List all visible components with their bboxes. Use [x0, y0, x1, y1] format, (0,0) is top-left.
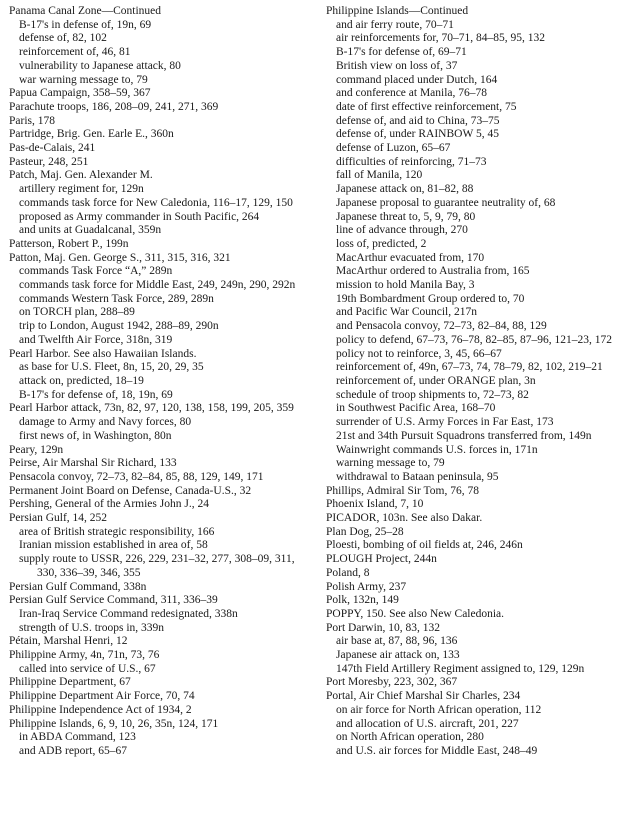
index-subentry: and allocation of U.S. aircraft, 201, 227: [336, 717, 519, 730]
index-column-right: [326, 5, 632, 830]
index-subentry: strength of U.S. troops in, 339n: [19, 621, 165, 634]
index-subentry: supply route to USSR, 226, 229, 231–32, 277, 308–09, 311, 330, 336–39, 346, 355: [19, 553, 295, 579]
index-subentry: on TORCH plan, 288–89: [19, 306, 135, 319]
index-subentry: on North African operation, 280: [336, 731, 484, 744]
index-subentry: and conference at Manila, 76–78: [336, 87, 488, 100]
index-entry: Peirse, Air Marshal Sir Richard, 133: [9, 457, 177, 470]
index-subentry: proposed as Army commander in South Pacific, 264: [19, 210, 260, 223]
index-subentry: first news of, in Washington, 80n: [19, 429, 172, 442]
index-entry: Philippine Independence Act of 1934, 2: [9, 703, 192, 716]
index-subentry: and Pensacola convoy, 72–73, 82–84, 88, 129: [336, 320, 547, 333]
index-entry: Port Darwin, 10, 83, 132: [326, 621, 441, 634]
index-entry: Persian Gulf, 14, 252: [9, 512, 108, 525]
index-subentry: and Pacific War Council, 217n: [336, 306, 477, 319]
index-entry: Patch, Maj. Gen. Alexander M.: [9, 169, 153, 182]
index-entry: Polk, 132n, 149: [326, 594, 399, 607]
index-entry: Poland, 8: [326, 566, 370, 579]
index-entry: Persian Gulf Command, 338n: [9, 580, 147, 593]
index-subentry: loss of, predicted, 2: [336, 237, 427, 250]
index-entry: Permanent Joint Board on Defense, Canada-U.S., 32: [9, 484, 252, 497]
index-entry: Peary, 129n: [9, 443, 64, 456]
index-subentry: command placed under Dutch, 164: [336, 73, 498, 86]
index-entry: Plan Dog, 25–28: [326, 525, 404, 538]
index-subentry: artillery regiment for, 129n: [19, 183, 144, 196]
index-entry: Port Moresby, 223, 302, 367: [326, 676, 458, 689]
index-entry: Philippine Department, 67: [9, 676, 131, 689]
index-entry: Pensacola convoy, 72–73, 82–84, 85, 88, 129, 149, 171: [9, 470, 264, 483]
index-entry: Portal, Air Chief Marshal Sir Charles, 234: [326, 690, 521, 703]
index-subentry: reinforcement of, under ORANGE plan, 3n: [336, 374, 536, 387]
index-entry: Pasteur, 248, 251: [9, 155, 89, 168]
index-subentry: air base at, 87, 88, 96, 136: [336, 635, 458, 648]
index-subentry: 19th Bombardment Group ordered to, 70: [336, 292, 525, 305]
index-entry: Philippine Army, 4n, 71n, 73, 76: [9, 649, 160, 662]
index-subentry: commands task force for New Caledonia, 116–17, 129, 150: [19, 196, 293, 209]
index-subentry: commands Western Task Force, 289, 289n: [19, 292, 214, 305]
index-subentry: defense of, 82, 102: [19, 32, 107, 45]
index-subentry: and air ferry route, 70–71: [336, 18, 454, 31]
index-entry: PICADOR, 103n. See also Dakar.: [326, 512, 483, 525]
index-subentry: on air force for North African operation, 112: [336, 703, 542, 716]
index-subentry: policy not to reinforce, 3, 45, 66–67: [336, 347, 502, 360]
index-subentry: and U.S. air forces for Middle East, 248–49: [336, 744, 538, 757]
index-subentry: schedule of troop shipments to, 72–73, 82: [336, 388, 529, 401]
index-subentry: and units at Guadalcanal, 359n: [19, 224, 162, 237]
index-subentry: B-17's for defense of, 69–71: [336, 46, 467, 59]
index-column-left: [9, 5, 313, 830]
index-entry: Philippine Islands, 6, 9, 10, 26, 35n, 124, 171: [9, 717, 219, 730]
index-subentry: trip to London, August 1942, 288–89, 290n: [19, 320, 219, 333]
index-entry: Phillips, Admiral Sir Tom, 76, 78: [326, 484, 479, 497]
index-entry: Panama Canal Zone—Continued: [9, 5, 162, 17]
index-subentry: in ABDA Command, 123: [19, 731, 136, 744]
index-subentry: and ADB report, 65–67: [19, 744, 127, 757]
index-subentry: 21st and 34th Pursuit Squadrons transferred from, 149n: [336, 429, 592, 442]
index-subentry: B-17's for defense of, 18, 19n, 69: [19, 388, 173, 401]
index-entry: Persian Gulf Service Command, 311, 336–39: [9, 594, 218, 607]
index-subentry: date of first effective reinforcement, 75: [336, 100, 517, 113]
index-subentry: Iranian mission established in area of, 58: [19, 539, 208, 552]
index-subentry: B-17's in defense of, 19n, 69: [19, 18, 152, 31]
index-subentry: warning message to, 79: [336, 457, 445, 470]
index-entry: Partridge, Brig. Gen. Earle E., 360n: [9, 128, 174, 141]
index-subentry: air reinforcements for, 70–71, 84–85, 95, 132: [336, 32, 546, 45]
index-entry: POPPY, 150. See also New Caledonia.: [326, 607, 505, 620]
index-subentry: area of British strategic responsibility, 166: [19, 525, 215, 538]
index-subentry: commands Task Force “A,” 289n: [19, 265, 173, 278]
index-subentry: war warning message to, 79: [19, 73, 148, 86]
index-entry: PLOUGH Project, 244n: [326, 553, 437, 566]
index-subentry: as base for U.S. Fleet, 8n, 15, 20, 29, 35: [19, 361, 204, 374]
index-subentry: vulnerability to Japanese attack, 80: [19, 59, 181, 72]
index-subentry: attack on, predicted, 18–19: [19, 374, 144, 387]
index-subentry: damage to Army and Navy forces, 80: [19, 416, 192, 429]
index-subentry: line of advance through, 270: [336, 224, 468, 237]
index-entry: Patton, Maj. Gen. George S., 311, 315, 316, 321: [9, 251, 231, 264]
index-subentry: British view on loss of, 37: [336, 59, 458, 72]
index-entry: Polish Army, 237: [326, 580, 407, 593]
index-entry: Philippine Islands—Continued: [326, 5, 469, 17]
index-subentry: Japanese proposal to guarantee neutrality of, 68: [336, 196, 556, 209]
index-entry: Parachute troops, 186, 208–09, 241, 271, 369: [9, 100, 219, 113]
index-subentry: reinforcement of, 46, 81: [19, 46, 131, 59]
index-subentry: and Twelfth Air Force, 318n, 319: [19, 333, 173, 346]
index-subentry: commands task force for Middle East, 249, 249n, 290, 292n: [19, 279, 296, 292]
index-subentry: fall of Manila, 120: [336, 169, 423, 182]
index-subentry: Iran-Iraq Service Command redesignated, 338n: [19, 607, 238, 620]
index-subentry: Japanese attack on, 81–82, 88: [336, 183, 474, 196]
index-entry: Pas-de-Calais, 241: [9, 142, 96, 155]
index-subentry: defense of Luzon, 65–67: [336, 142, 451, 155]
index-entry: Pearl Harbor attack, 73n, 82, 97, 120, 138, 158, 199, 205, 359: [9, 402, 294, 415]
index-entry: Pearl Harbor. See also Hawaiian Islands.: [9, 347, 197, 360]
index-subentry: in Southwest Pacific Area, 168–70: [336, 402, 496, 415]
index-entry: Philippine Department Air Force, 70, 74: [9, 690, 195, 703]
index-entry: Papua Campaign, 358–59, 367: [9, 87, 151, 100]
index-subentry: policy to defend, 67–73, 76–78, 82–85, 87–96, 121–23, 172: [336, 333, 612, 346]
index-subentry: called into service of U.S., 67: [19, 662, 156, 675]
index-subentry: mission to hold Manila Bay, 3: [336, 279, 475, 292]
index-subentry: Japanese air attack on, 133: [336, 649, 460, 662]
index-entry: Paris, 178: [9, 114, 55, 127]
index-entry: Ploesti, bombing of oil fields at, 246, 246n: [326, 539, 523, 552]
index-subentry: 147th Field Artillery Regiment assigned to, 129, 129n: [336, 662, 585, 675]
index-subentry: surrender of U.S. Army Forces in Far East, 173: [336, 416, 554, 429]
index-entry: Patterson, Robert P., 199n: [9, 237, 129, 250]
index-entry: Pershing, General of the Armies John J., 24: [9, 498, 209, 511]
index-subentry: difficulties of reinforcing, 71–73: [336, 155, 487, 168]
index-subentry: MacArthur ordered to Australia from, 165: [336, 265, 530, 278]
index-subentry: Japanese threat to, 5, 9, 79, 80: [336, 210, 476, 223]
index-subentry: Wainwright commands U.S. forces in, 171n: [336, 443, 538, 456]
index-subentry: reinforcement of, 49n, 67–73, 74, 78–79, 82, 102, 219–21: [336, 361, 603, 374]
index-subentry: withdrawal to Bataan peninsula, 95: [336, 470, 499, 483]
index-entry: Phoenix Island, 7, 10: [326, 498, 424, 511]
index-subentry: MacArthur evacuated from, 170: [336, 251, 485, 264]
index-subentry: defense of, and aid to China, 73–75: [336, 114, 500, 127]
index-entry: Pétain, Marshal Henri, 12: [9, 635, 128, 648]
index-subentry: defense of, under RAINBOW 5, 45: [336, 128, 499, 141]
